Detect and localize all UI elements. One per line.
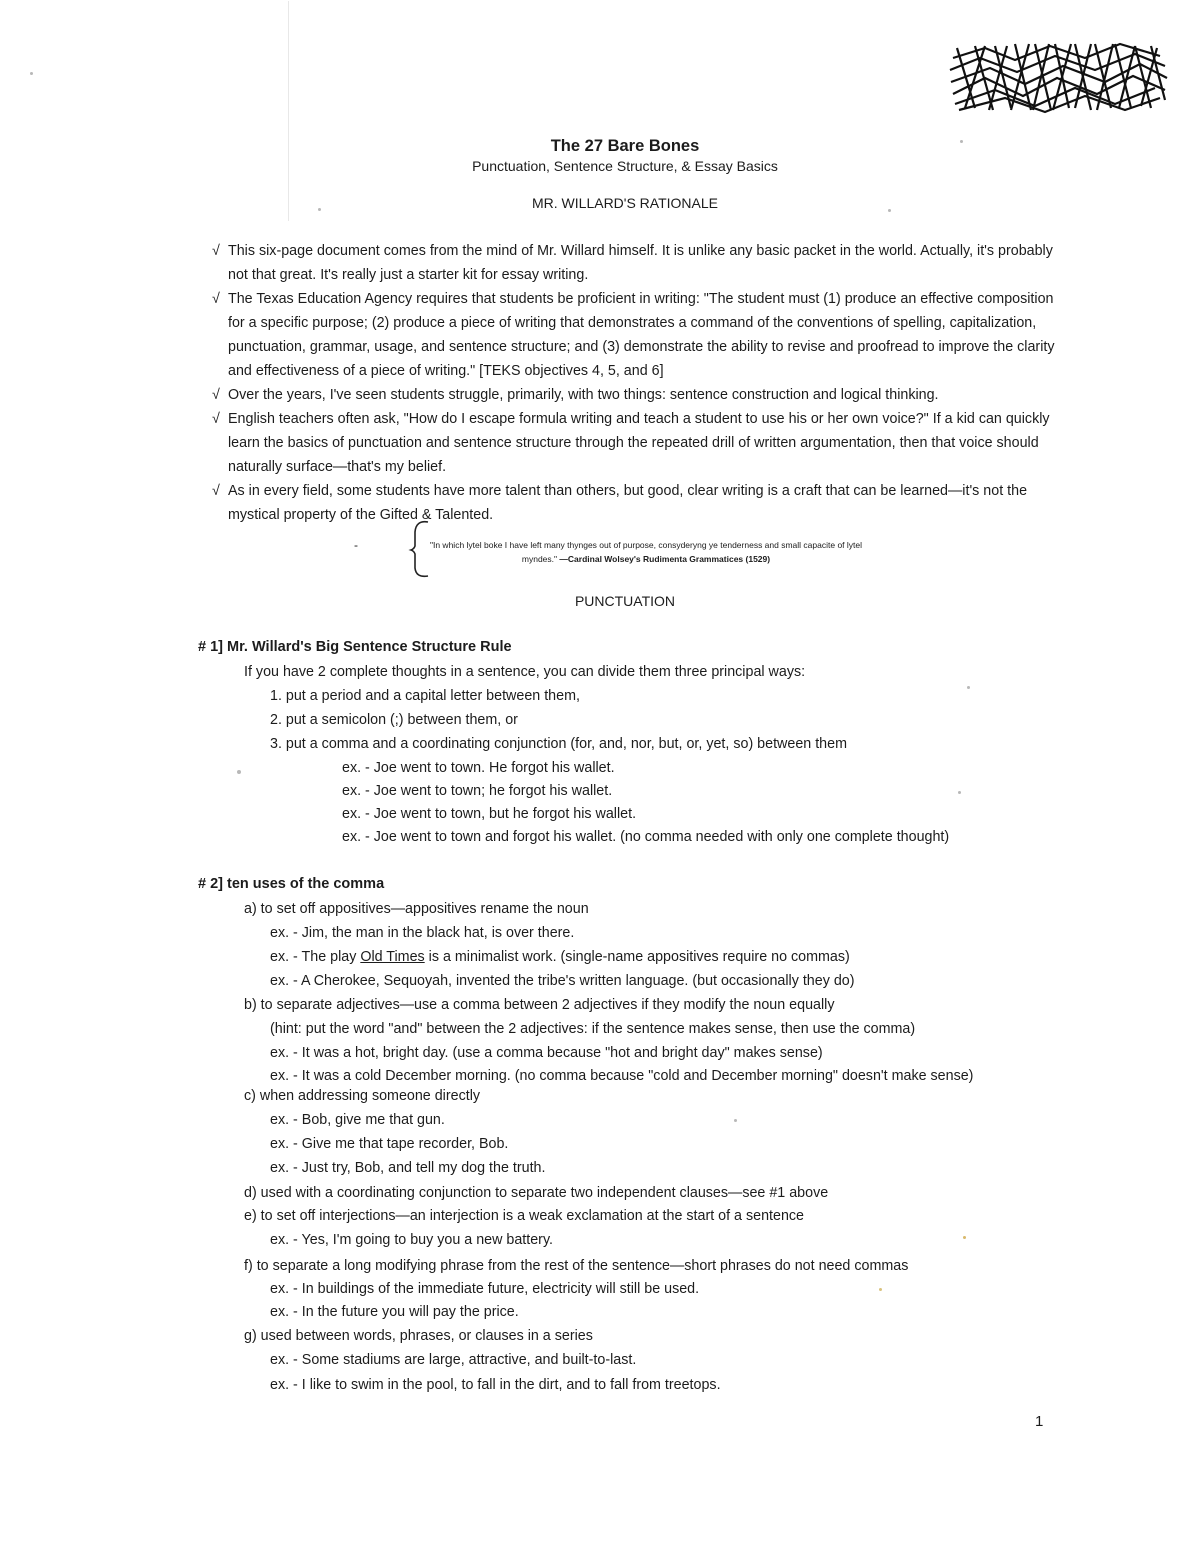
comma-use-f: f) to separate a long modifying phrase from the rest of the sentence—short phrases do not need commas bbox=[244, 1258, 909, 1274]
comma-use-a: a) to set off appositives—appositives rename the noun bbox=[244, 901, 589, 917]
check-mark-icon: √ bbox=[212, 291, 220, 307]
rule-1-example: ex. - Joe went to town; he forgot his wallet. bbox=[342, 783, 613, 799]
comma-use-e: e) to set off interjections—an interjection is a weak exclamation at the start of a sentence bbox=[244, 1208, 804, 1224]
comma-use-g: g) used between words, phrases, or clauses in a series bbox=[244, 1328, 593, 1344]
rule-1-way: 1. put a period and a capital letter between them, bbox=[270, 688, 580, 704]
rule-1-title: # 1] Mr. Willard's Big Sentence Structure Rule bbox=[198, 639, 512, 655]
comma-use-d: d) used with a coordinating conjunction to separate two independent clauses—see #1 above bbox=[244, 1185, 829, 1201]
check-mark-icon: √ bbox=[212, 483, 220, 499]
quote-source: —Cardinal Wolsey's Rudimenta Grammatices (1529) bbox=[559, 554, 771, 564]
redaction-scribble bbox=[945, 38, 1170, 118]
rule-1-example: ex. - Joe went to town. He forgot his wallet. bbox=[342, 760, 615, 776]
comma-example: ex. - A Cherokee, Sequoyah, invented the tribe's written language. (but occasionally they do) bbox=[270, 973, 855, 989]
scan-speck bbox=[879, 1288, 882, 1291]
rule-2-title: # 2] ten uses of the comma bbox=[198, 876, 385, 892]
document-subtitle: Punctuation, Sentence Structure, & Essay Basics bbox=[472, 158, 778, 174]
wolsey-quote bbox=[408, 518, 868, 580]
comma-use-b: b) to separate adjectives—use a comma between 2 adjectives if they modify the noun equally bbox=[244, 997, 835, 1013]
scan-line bbox=[288, 1, 289, 221]
comma-example: ex. - I like to swim in the pool, to fall in the dirt, and to fall from treetops. bbox=[270, 1377, 721, 1393]
rationale-item: √ English teachers often ask, "How do I escape formula writing and teach a student to use his or her own voice?" If a kid can quickly learn the basics of punctuation and sentence structure through the repeated drill of written argumentation, then that voice should naturally surface—that's my belief. bbox=[198, 407, 1058, 479]
scan-speck bbox=[967, 686, 970, 689]
check-mark-icon: √ bbox=[212, 243, 220, 259]
rationale-heading: MR. WILLARD'S RATIONALE bbox=[532, 195, 718, 211]
rationale-list bbox=[198, 239, 1058, 527]
check-mark-icon: √ bbox=[212, 387, 220, 403]
dash-mark: - bbox=[354, 538, 358, 552]
rationale-item: √ As in every field, some students have more talent than others, but good, clear writing is a craft that can be learned—it's not the mystical property of the Gifted & Talented. bbox=[198, 479, 1058, 527]
scan-speck bbox=[958, 791, 961, 794]
check-mark-icon: √ bbox=[212, 411, 220, 427]
rule-1-example: ex. - Joe went to town and forgot his wallet. (no comma needed with only one complete thought) bbox=[342, 829, 950, 845]
comma-example: ex. - Just try, Bob, and tell my dog the truth. bbox=[270, 1160, 546, 1176]
comma-example: ex. - Yes, I'm going to buy you a new battery. bbox=[270, 1232, 554, 1248]
comma-example: ex. - Bob, give me that gun. bbox=[270, 1112, 445, 1128]
rule-1-example: ex. - Joe went to town, but he forgot his wallet. bbox=[342, 806, 637, 822]
comma-example: ex. - Jim, the man in the black hat, is over there. bbox=[270, 925, 575, 941]
document-title: The 27 Bare Bones bbox=[550, 137, 700, 155]
rationale-item: √ This six-page document comes from the mind of Mr. Willard himself. It is unlike any basic packet in the world. Actually, it's probably not that great. It's really just a starter kit for essay writing. bbox=[198, 239, 1058, 287]
scan-speck bbox=[734, 1119, 737, 1122]
comma-use-c: c) when addressing someone directly bbox=[244, 1088, 481, 1104]
play-title: Old Times bbox=[360, 949, 425, 965]
page-number: 1 bbox=[1035, 1413, 1044, 1430]
comma-example: ex. - It was a hot, bright day. (use a comma because "hot and bright day" makes sense) bbox=[270, 1045, 823, 1061]
scan-speck bbox=[237, 770, 241, 774]
scan-speck bbox=[963, 1236, 966, 1239]
comma-hint: (hint: put the word "and" between the 2 adjectives: if the sentence makes sense, then use the comma) bbox=[270, 1021, 916, 1037]
punctuation-heading: PUNCTUATION bbox=[574, 593, 676, 609]
quote-text: "In which lytel boke I have left many thynges out of purpose, consyderyng ye tenderness and small capacite of lytel myndes." —Cardinal Wolsey's Rudimenta Grammatices (1529) bbox=[429, 540, 863, 564]
comma-example: ex. - Give me that tape recorder, Bob. bbox=[270, 1136, 509, 1152]
rule-1-way: 2. put a semicolon (;) between them, or bbox=[270, 712, 518, 728]
comma-example: ex. - It was a cold December morning. (no comma because "cold and December morning" doesn't make sense) bbox=[270, 1068, 974, 1084]
comma-example: ex. - Some stadiums are large, attractive, and built-to-last. bbox=[270, 1352, 637, 1368]
scan-speck bbox=[30, 72, 33, 75]
rationale-item: √ The Texas Education Agency requires that students be proficient in writing: "The student must (1) produce an effective composition for a specific purpose; (2) produce a piece of writing that demonstrates a command of the conventions of spelling, capitalization, punctuation, grammar, usage, and sentence structure; and (3) demonstrate the ability to revise and proofread to improve the clarity and effectiveness of a piece of writing." [TEKS objectives 4, 5, and 6] bbox=[198, 287, 1058, 383]
rule-1-intro: If you have 2 complete thoughts in a sentence, you can divide them three principal ways: bbox=[244, 664, 806, 680]
rule-1-way: 3. put a comma and a coordinating conjunction (for, and, nor, but, or, yet, so) between them bbox=[270, 736, 847, 752]
comma-example: ex. - In buildings of the immediate future, electricity will still be used. bbox=[270, 1281, 700, 1297]
comma-example: ex. - The play Old Times is a minimalist work. (single-name appositives require no commas) bbox=[270, 949, 850, 965]
rationale-item: √ Over the years, I've seen students struggle, primarily, with two things: sentence construction and logical thinking. bbox=[198, 383, 1058, 407]
comma-example: ex. - In the future you will pay the price. bbox=[270, 1304, 519, 1320]
